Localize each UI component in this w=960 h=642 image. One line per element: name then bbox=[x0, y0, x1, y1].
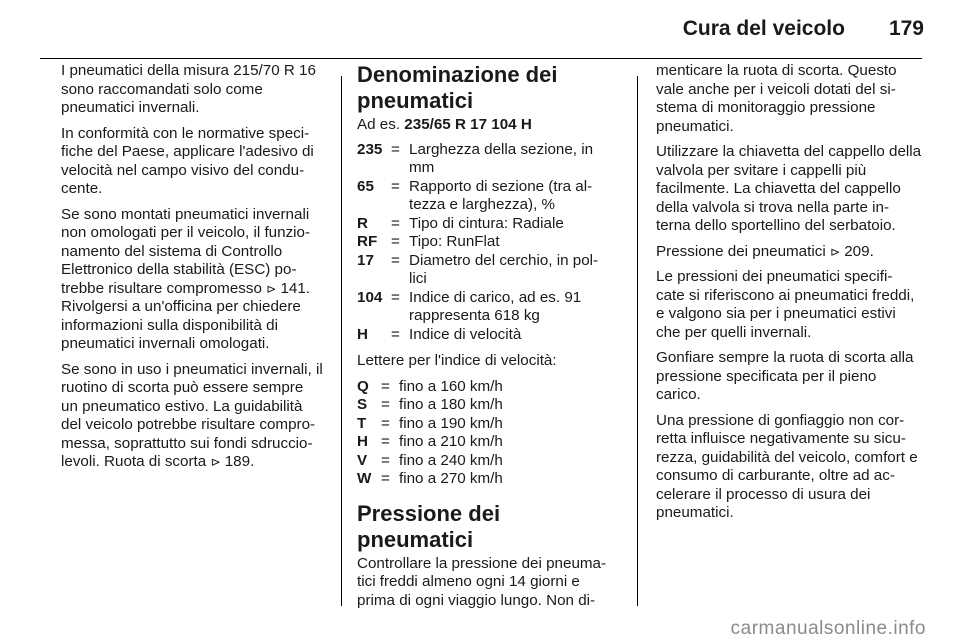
code-meaning: Indice di carico, ad es. 91 rappresenta 618 kg bbox=[409, 288, 582, 324]
definition-row bbox=[357, 378, 619, 397]
paragraph: I pneumatici della misura 215/70 R 16 sono raccomandati solo come pneumatici invernali. bbox=[61, 62, 316, 116]
paragraph: Utilizzare la chiavetta del cappello della valvola per svitare i cappelli più facilmente. La chiavetta del cappello della valvola si trova nella parte in- terna dello sportellino del serbatoio. bbox=[656, 143, 922, 234]
code-meaning: Tipo di cintura: Radiale bbox=[409, 214, 564, 232]
code-meaning: Rapporto di sezione (tra al- tezza e larghezza), % bbox=[409, 177, 593, 213]
code-meaning: Tipo: RunFlat bbox=[409, 233, 500, 250]
code-meaning: fino a 270 km/h bbox=[399, 470, 503, 487]
code: W bbox=[357, 470, 372, 487]
tire-example: Ad es. 235/65 R 17 104 H bbox=[357, 116, 532, 133]
code: T bbox=[357, 414, 367, 432]
page-ref-icon: ⊳ bbox=[210, 455, 221, 469]
code: 65 bbox=[357, 177, 374, 195]
code: 17 bbox=[357, 251, 374, 269]
section-title: Cura del veicolo bbox=[682, 17, 845, 40]
speed-intro: Lettere per l'indice di velocità: bbox=[357, 352, 557, 369]
code-meaning: Larghezza della sezione, in mm bbox=[409, 140, 594, 176]
code-meaning: Diametro del cerchio, in pol- lici bbox=[409, 251, 599, 287]
definition-row bbox=[357, 415, 619, 434]
page-ref[interactable]: 189. bbox=[224, 453, 255, 470]
definition-row bbox=[357, 215, 619, 234]
page-ref-icon: ⊳ bbox=[266, 281, 277, 296]
code: Q bbox=[357, 377, 369, 395]
equals-sign: = bbox=[381, 433, 390, 450]
equals-sign: = bbox=[391, 140, 400, 158]
equals-sign: = bbox=[391, 233, 400, 250]
column-divider-2 bbox=[637, 76, 638, 606]
definition-row bbox=[357, 470, 619, 489]
definition-row bbox=[357, 289, 619, 326]
definition-row bbox=[357, 433, 619, 452]
code-meaning: fino a 160 km/h bbox=[399, 377, 503, 395]
equals-sign: = bbox=[391, 325, 400, 343]
code: S bbox=[357, 396, 368, 413]
paragraph: Una pressione di gonfiaggio non cor- retta influisce negativamente su sicu- rezza, guidabilità del veicolo, comfort e consumo di carburante, oltre ad ac- celerare il processo di usura dei pneumatici. bbox=[656, 411, 918, 521]
code-meaning: fino a 190 km/h bbox=[399, 414, 503, 432]
paragraph: Se sono montati pneumatici invernali non omologati per il veicolo, il funzio- namento del sistema di Controllo Elettronico della stabilità (ESC) po- trebbe risultare compromesso ⊳ 141. bbox=[61, 205, 311, 297]
paragraph: Rivolgersi a un'officina per chiedere informazioni sulla disponibilità di pneumatici invernali omologati. bbox=[61, 298, 301, 352]
paragraph: Pressione dei pneumatici ⊳ 209. bbox=[656, 242, 874, 260]
code-meaning: fino a 210 km/h bbox=[399, 433, 503, 450]
column-divider-1 bbox=[341, 76, 342, 606]
equals-sign: = bbox=[381, 451, 390, 469]
definition-row bbox=[357, 233, 619, 252]
code: V bbox=[357, 451, 368, 469]
code: H bbox=[357, 325, 368, 343]
paragraph: Gonfiare sempre la ruota di scorta alla pressione specificata per il pieno carico. bbox=[656, 349, 914, 403]
equals-sign: = bbox=[391, 251, 400, 269]
section-heading: Denominazione dei pneumatici bbox=[357, 62, 558, 113]
header-rule bbox=[40, 58, 922, 59]
definition-row bbox=[357, 396, 619, 415]
paragraph: Controllare la pressione dei pneuma- tici freddi almeno ogni 14 giorni e prima di ogni viaggio lungo. Non di- bbox=[357, 554, 607, 609]
page-ref-icon: ⊳ bbox=[829, 244, 840, 259]
page-ref[interactable]: 209. bbox=[844, 242, 874, 260]
equals-sign: = bbox=[391, 214, 400, 232]
page-header bbox=[683, 14, 924, 44]
equals-sign: = bbox=[381, 470, 390, 487]
paragraph: menticare la ruota di scorta. Questo vale anche per i veicoli dotati del si- stema di monitoraggio pressione pneumatici. bbox=[656, 62, 897, 135]
code: RF bbox=[357, 233, 378, 250]
paragraph: Se sono in uso i pneumatici invernali, il ruotino di scorta può essere sempre un pneumatico estivo. La guidabilità del veicolo potrebbe risultare compro- messa, soprattutto sui fondi sdruccio- levoli. Ruota di scorta ⊳ 189. bbox=[61, 360, 323, 470]
equals-sign: = bbox=[381, 377, 390, 395]
equals-sign: = bbox=[391, 177, 400, 195]
page-ref[interactable]: 141. bbox=[280, 279, 310, 297]
section-heading: Pressione dei pneumatici bbox=[357, 500, 501, 552]
paragraph: In conformità con le normative speci- fiche del Paese, applicare l'adesivo di velocità nel campo visivo del condu- cente. bbox=[61, 124, 314, 197]
column-2 bbox=[357, 62, 619, 617]
definition-row bbox=[357, 452, 619, 471]
definition-row bbox=[357, 178, 619, 215]
tire-code-list bbox=[357, 141, 619, 345]
code: H bbox=[357, 433, 368, 450]
speed-code-list bbox=[357, 378, 619, 489]
code: R bbox=[357, 214, 368, 232]
equals-sign: = bbox=[381, 414, 390, 432]
code-meaning: fino a 240 km/h bbox=[399, 451, 503, 469]
column-3 bbox=[656, 62, 924, 530]
definition-row bbox=[357, 252, 619, 289]
code: 104 bbox=[357, 288, 383, 306]
equals-sign: = bbox=[381, 396, 390, 413]
equals-sign: = bbox=[391, 288, 400, 306]
page-number: 179 bbox=[888, 17, 924, 40]
definition-row bbox=[357, 141, 619, 178]
definition-row bbox=[357, 326, 619, 345]
code-meaning: Indice di velocità bbox=[409, 325, 522, 343]
column-1 bbox=[61, 62, 323, 479]
watermark[interactable]: carmanualsonline.info bbox=[730, 618, 926, 639]
paragraph: Le pressioni dei pneumatici specifi- cate si riferiscono ai pneumatici freddi, e valgono sia per i pneumatici estivi che per quelli invernali. bbox=[656, 268, 915, 341]
code-meaning: fino a 180 km/h bbox=[399, 396, 503, 413]
code: 235 bbox=[357, 140, 383, 158]
